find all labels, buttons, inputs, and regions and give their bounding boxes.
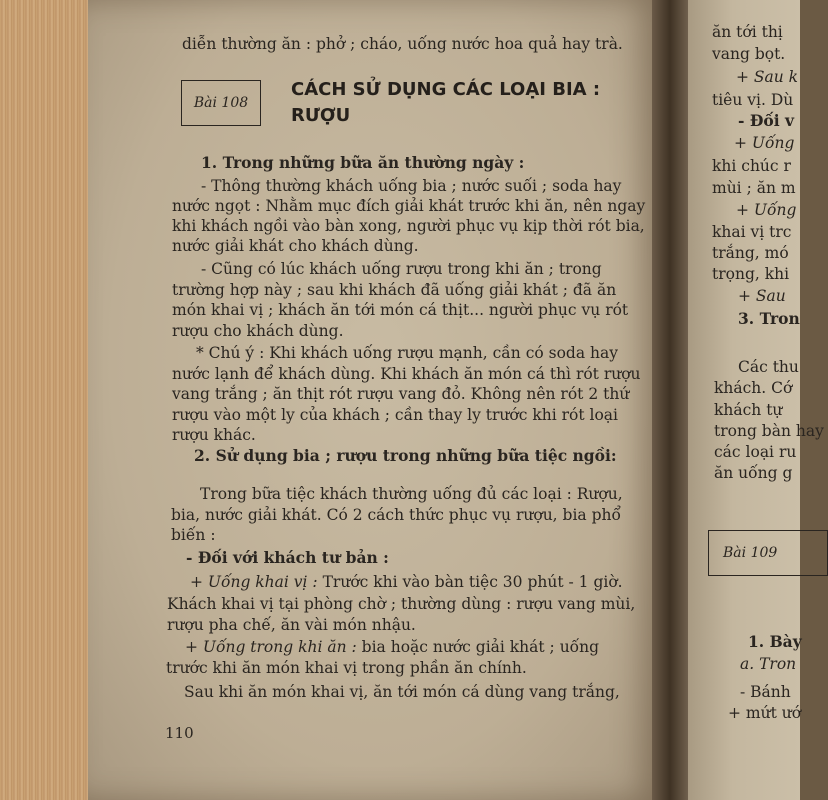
text-line: nước lạnh để khách dùng. Khi khách ăn món cá thì rót rượu bbox=[172, 365, 641, 383]
lesson-title: CÁCH SỬ DỤNG CÁC LOẠI BIA : bbox=[291, 79, 601, 100]
text-line: - Đối v bbox=[738, 111, 795, 130]
text-line: + mứt ướ bbox=[728, 704, 802, 722]
text-line: rượu vào một ly của khách ; cần thay ly trước khi rót loại bbox=[172, 406, 618, 424]
italic-label: + Uống khai vị : bbox=[190, 573, 318, 591]
text-line: khách. Cớ bbox=[714, 379, 793, 397]
text-line: món khai vị ; khách ăn tới món cá thịt... người phục vụ rót bbox=[172, 301, 629, 319]
section-heading: 3. Tron bbox=[738, 309, 800, 328]
text-line: trường hợp này ; sau khi khách đã uống giải khát ; đã ăn bbox=[172, 281, 617, 299]
text-line: khi khách ngồi vào bàn xong, người phục vụ kịp thời rót bia, bbox=[172, 217, 645, 235]
text-line: Sau khi ăn món khai vị, ăn tới món cá dùng vang trắng, bbox=[184, 683, 620, 701]
note-line: * Chú ý : Khi khách uống rượu mạnh, cần có soda hay bbox=[196, 344, 618, 362]
text-line: nước giải khát cho khách dùng. bbox=[172, 237, 419, 255]
text-line: a. Tron bbox=[740, 655, 797, 673]
text-span: Trước khi vào bàn tiệc 30 phút - 1 giờ. bbox=[317, 573, 623, 591]
text-line: rượu khác. bbox=[172, 426, 256, 444]
text-line: mùi ; ăn m bbox=[712, 179, 796, 197]
section-heading: 1. Trong những bữa ăn thường ngày : bbox=[201, 153, 525, 172]
right-page bbox=[688, 0, 824, 800]
lesson-title-line-2: RƯỢU bbox=[291, 105, 351, 126]
text-line: khai vị trc bbox=[712, 223, 792, 241]
text-line: ăn uống g bbox=[714, 464, 793, 482]
lesson-number-box: Bài 109 bbox=[708, 530, 828, 576]
text-line: + Sau bbox=[738, 287, 786, 305]
text-line: bia, nước giải khát. Có 2 cách thức phục vụ rượu, bia phổ bbox=[171, 506, 621, 524]
text-line: nước ngọt : Nhằm mục đích giải khát trước khi ăn, nên ngay bbox=[172, 197, 646, 215]
text-line: rượu pha chế, ăn vài món nhậu. bbox=[167, 616, 416, 634]
book-gutter bbox=[652, 0, 692, 800]
text-line: ăn tới thị bbox=[712, 23, 783, 41]
text-line: - Bánh bbox=[740, 683, 791, 701]
text-line: Trong bữa tiệc khách thường uống đủ các loại : Rượu, bbox=[200, 485, 623, 503]
lesson-number-box: Bài 108 bbox=[181, 80, 261, 126]
section-heading: 2. Sử dụng bia ; rượu trong những bữa tiệc ngồi: bbox=[194, 446, 617, 465]
text-line bbox=[190, 572, 623, 592]
text-line: trước khi ăn món khai vị trong phần ăn chính. bbox=[166, 659, 527, 677]
text-line bbox=[185, 637, 599, 657]
page-number: 110 bbox=[165, 724, 194, 742]
text-line: biến : bbox=[171, 526, 216, 544]
text-line: trắng, mó bbox=[712, 244, 789, 262]
text-line: vang trắng ; ăn thịt rót rượu vang đỏ. Không nên rót 2 thứ bbox=[172, 385, 630, 403]
text-line: khi chúc r bbox=[712, 157, 791, 175]
text-line: + Uống bbox=[736, 201, 797, 219]
book-page-edges bbox=[0, 0, 90, 800]
text-line: các loại ru bbox=[714, 443, 797, 461]
text-line: Các thu bbox=[738, 358, 799, 376]
text-line: vang bọt. bbox=[712, 45, 786, 63]
text-line: - Cũng có lúc khách uống rượu trong khi ăn ; trong bbox=[201, 260, 602, 278]
text-line: tiêu vị. Dù bbox=[712, 91, 794, 109]
subsection-heading: - Đối với khách tư bản : bbox=[186, 548, 389, 567]
text-line: khách tự bbox=[714, 401, 783, 419]
text-line: - Thông thường khách uống bia ; nước suối ; soda hay bbox=[201, 177, 622, 195]
section-heading: 1. Bày bbox=[748, 632, 802, 651]
text-line: rượu cho khách dùng. bbox=[172, 322, 344, 340]
text-line: Khách khai vị tại phòng chờ ; thường dùng : rượu vang mùi, bbox=[167, 595, 636, 613]
text-line: diễn thường ăn : phở ; cháo, uống nước hoa quả hay trà. bbox=[182, 35, 623, 53]
text-line: trọng, khi bbox=[712, 265, 790, 283]
text-line: trong bàn hay bbox=[714, 422, 824, 440]
italic-label: + Uống trong khi ăn : bbox=[185, 638, 357, 656]
text-line: + Uống bbox=[734, 134, 795, 152]
text-span: bia hoặc nước giải khát ; uống bbox=[356, 638, 600, 656]
text-line: + Sau k bbox=[736, 68, 799, 86]
